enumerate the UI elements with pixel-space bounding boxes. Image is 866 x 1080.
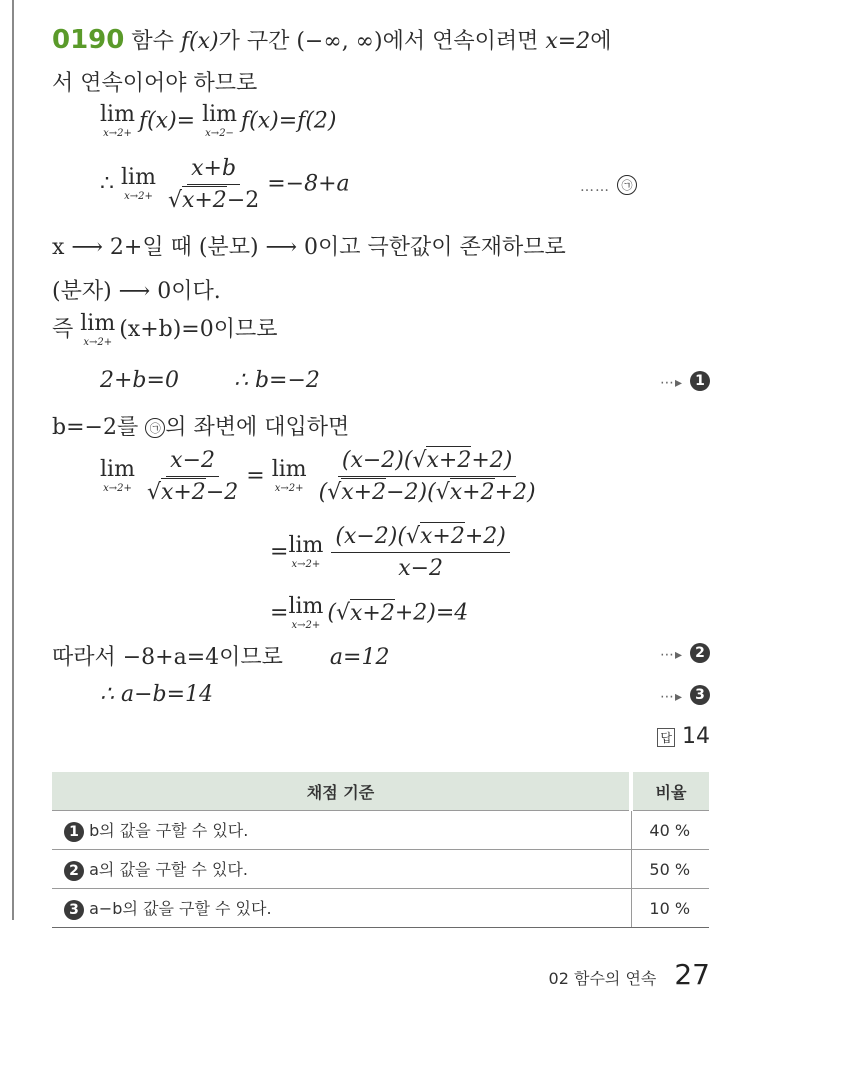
intro-function: f(x) (180, 29, 219, 54)
limit-operator: lim x→2+ (288, 594, 324, 631)
table-row: 1 b의 값을 구할 수 있다. 40 % (52, 811, 709, 850)
fraction: $\frac{(x-2)(√x+2+2)}{x-2}$ (331, 524, 509, 581)
limit-operator: lim x→2+ (288, 533, 324, 570)
explanation-line: (분자) ⟶ 0이다. (52, 279, 221, 304)
limit-operator: lim x→2+ (271, 457, 307, 494)
explanation-limit-line: 즉 lim x→2+ (x+b)=0이므로 (52, 310, 278, 348)
table-row: 2 a의 값을 구할 수 있다. 50 % (52, 850, 709, 889)
table-header-criteria: 채점 기준 (52, 772, 631, 811)
step-1-icon: 1 (64, 822, 84, 842)
circle-label-icon: ㉠ (617, 175, 637, 195)
answer-value: 14 (682, 724, 710, 749)
chapter-title: 02 함수의 연속 (548, 969, 657, 988)
table-row: 3 a−b의 값을 구할 수 있다. 10 % (52, 889, 709, 928)
equation-limit-given: ∴ lim x→2+ $\frac{x+b}{√x+2-2}$ =−8+a (100, 156, 350, 213)
limit-operator: lim x→2− (202, 102, 238, 139)
limit-operator: lim x→2+ (121, 165, 156, 202)
page-footer (549, 958, 710, 991)
intro-text-a: 함수 (131, 29, 174, 54)
step-2-icon: 2 (64, 861, 84, 881)
step-3-icon: 3 (64, 900, 84, 920)
problem-number: 0190 (52, 25, 125, 55)
step-marker-2: ⋯▸ 2 (660, 640, 710, 665)
solve-b-line: 2+b=0 ∴ b=−2 (100, 368, 320, 393)
intro-text-b: 가 구간 (−∞, ∞)에서 연속이려면 (218, 29, 539, 54)
step-marker-3: ⋯▸ 3 (660, 682, 710, 707)
limit-operator: lim x→2+ (100, 102, 135, 139)
table-header-ratio: 비율 (631, 772, 709, 811)
answer-icon: 답 (657, 728, 675, 747)
equation-tag: …… ㉠ (580, 172, 637, 197)
page-number: 27 (674, 958, 710, 991)
step-3-icon: 3 (690, 685, 710, 705)
problem-statement (52, 24, 611, 55)
limit-operator: lim x→2+ (80, 310, 116, 348)
step-2-icon: 2 (690, 643, 710, 663)
computation-step-1: lim x→2+ $\frac{x-2}{√x+2-2}$ = lim x→2+ $\frac{(x-2)(√x+2+2)}{(√x+2-2)(√x+2+2)}$ (100, 448, 544, 505)
computation-step-2: = lim x→2+ $\frac{(x-2)(√x+2+2)}{x-2}$ (270, 524, 514, 581)
solve-a-line: 따라서 −8+a=4이므로 a=12 (52, 645, 390, 670)
computation-step-3: = lim x→2+ (√x+2+2)=4 (270, 594, 469, 631)
answer (657, 724, 710, 749)
limit-operator: lim x→2+ (100, 457, 135, 494)
fraction: $\frac{x+b}{√x+2-2}$ (167, 156, 260, 213)
problem-statement-line2: 서 연속이어야 하므로 (52, 71, 258, 96)
substitution-line: b=−2를 ㉠ 의 좌변에 대입하면 (52, 415, 350, 440)
final-result-line: ∴ a−b=14 (100, 682, 214, 707)
step-1-icon: 1 (690, 371, 710, 391)
circle-label-icon: ㉠ (145, 418, 165, 438)
equation-continuity: lim x→2+ f(x)= lim x→2− f(x)=f(2) (100, 102, 337, 139)
fraction: $\frac{(x-2)(√x+2+2)}{(√x+2-2)(√x+2+2)}$ (318, 448, 536, 505)
explanation-line: x ⟶ 2+일 때 (분모) ⟶ 0이고 극한값이 존재하므로 (52, 235, 566, 260)
step-marker-1: ⋯▸ 1 (660, 368, 710, 393)
grading-table (52, 772, 709, 928)
fraction: $\frac{x-2}{√x+2-2}$ (146, 448, 239, 505)
intro-text-c: 에 (590, 29, 612, 54)
intro-point: x=2 (545, 29, 591, 54)
left-margin-rule (12, 0, 14, 920)
